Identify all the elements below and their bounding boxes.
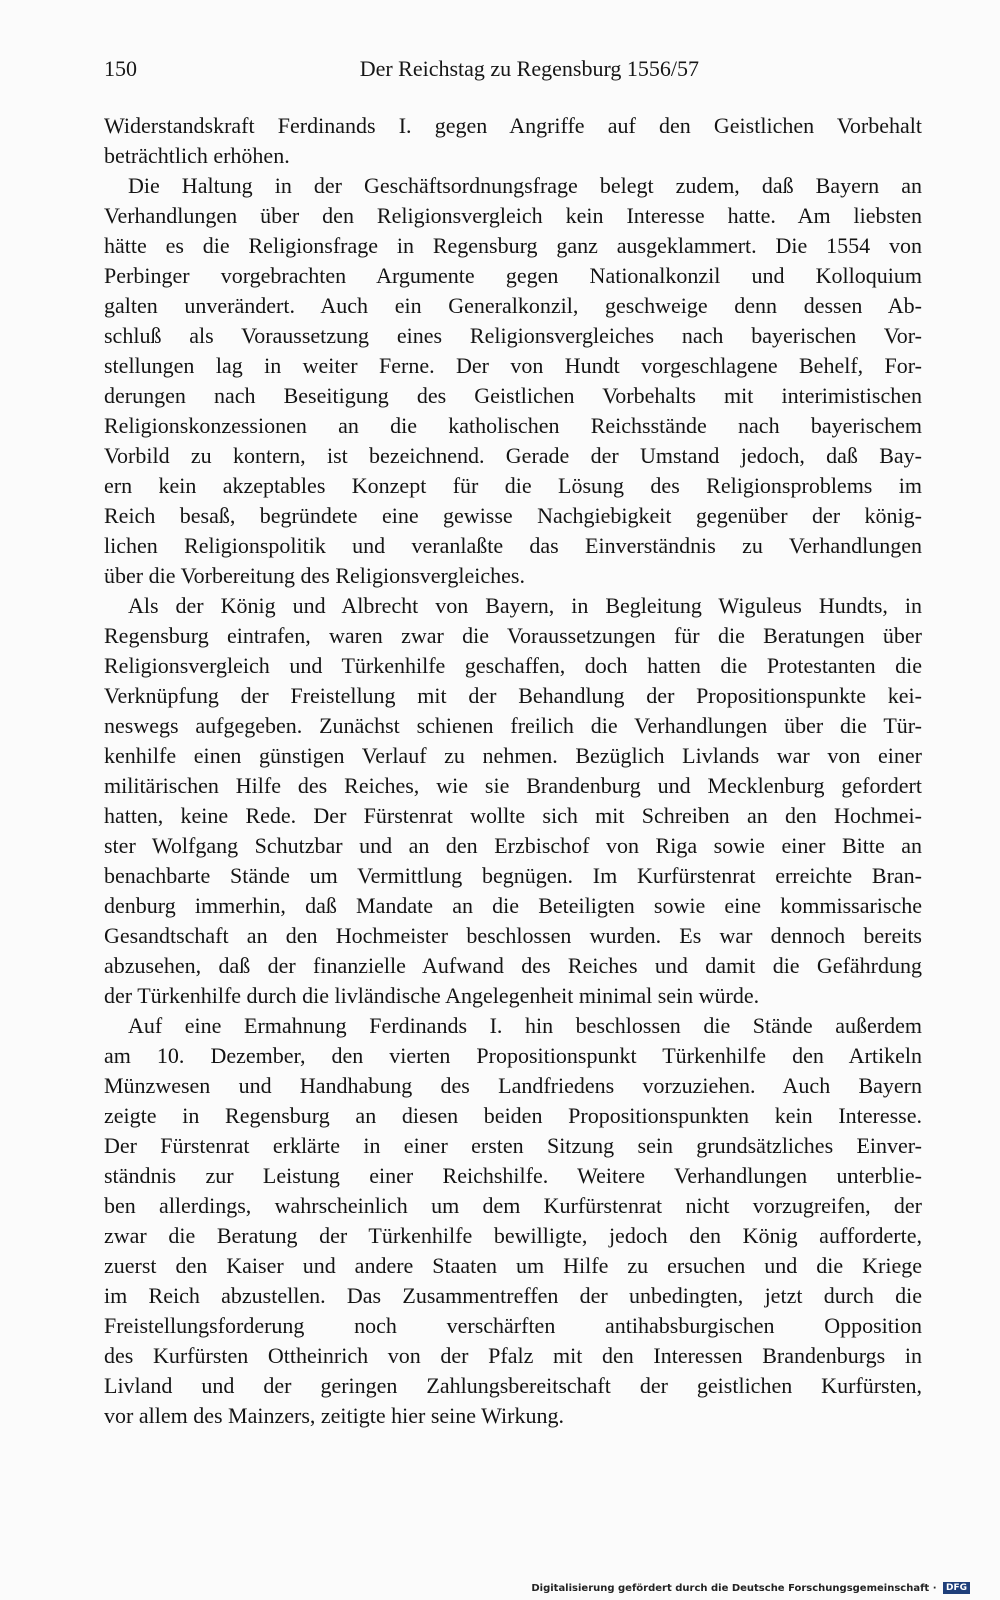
digitization-footer <box>531 1582 970 1594</box>
dfg-logo: DFG <box>943 1582 970 1594</box>
text-line: schluß als Voraussetzung eines Religionsvergleiches nach bayerischen Vor- <box>104 323 922 348</box>
text-line: Verknüpfung der Freistellung mit der Behandlung der Propositionspunkte kei- <box>104 683 922 708</box>
text-line: Regensburg eintrafen, waren zwar die Voraussetzungen für die Beratungen über <box>104 623 922 648</box>
text-line: Widerstandskraft Ferdinands I. gegen Angriffe auf den Geistlichen Vorbehalt <box>104 113 922 138</box>
text-line: neswegs aufgegeben. Zunächst schienen freilich die Verhandlungen über die Tür- <box>104 713 922 738</box>
text-line: lichen Religionspolitik und veranlaßte das Einverständnis zu Verhandlungen <box>104 533 922 558</box>
text-line: Verhandlungen über den Religionsvergleich kein Interesse hatte. Am liebsten <box>104 203 922 228</box>
text-line: Der Fürstenrat erklärte in einer ersten Sitzung sein grundsätzliches Einver- <box>104 1133 922 1158</box>
text-line: stellungen lag in weiter Ferne. Der von Hundt vorgeschlagene Behelf, For- <box>104 353 922 378</box>
text-line: vor allem des Mainzers, zeitigte hier seine Wirkung. <box>104 1403 564 1428</box>
text-line: militärischen Hilfe des Reiches, wie sie Brandenburg und Mecklenburg gefordert <box>104 773 922 798</box>
text-line: Als der König und Albrecht von Bayern, in Begleitung Wiguleus Hundts, in <box>128 593 922 618</box>
text-line: Vorbild zu kontern, ist bezeichnend. Gerade der Umstand jedoch, daß Bay- <box>104 443 922 468</box>
text-line: zwar die Beratung der Türkenhilfe bewilligte, jedoch den König aufforderte, <box>104 1223 922 1248</box>
text-line: galten unverändert. Auch ein Generalkonzil, geschweige denn dessen Ab- <box>104 293 922 318</box>
page-header <box>104 56 699 90</box>
text-line: ben allerdings, wahrscheinlich um dem Kurfürstenrat nicht vorzugreifen, der <box>104 1193 922 1218</box>
text-line: der Türkenhilfe durch die livländische Angelegenheit minimal sein würde. <box>104 983 760 1008</box>
text-line: Livland und der geringen Zahlungsbereitschaft der geistlichen Kurfürsten, <box>104 1373 922 1398</box>
text-line: zeigte in Regensburg an diesen beiden Propositionspunkten kein Interesse. <box>104 1103 922 1128</box>
footer-note-text: Digitalisierung gefördert durch die Deutsche Forschungsgemeinschaft · <box>531 1583 937 1594</box>
text-line: Reich besaß, begründete eine gewisse Nachgiebigkeit gegenüber der könig- <box>104 503 922 528</box>
text-line: Perbinger vorgebrachten Argumente gegen Nationalkonzil und Kolloquium <box>104 263 922 288</box>
body-text <box>104 111 922 1431</box>
paragraph <box>104 171 922 591</box>
text-line: des Kurfürsten Ottheinrich von der Pfalz mit den Interessen Brandenburgs in <box>104 1343 922 1368</box>
text-line: abzusehen, daß der finanzielle Aufwand des Reiches und damit die Gefährdung <box>104 953 922 978</box>
text-line: benachbarte Stände um Vermittlung begnügen. Im Kurfürstenrat erreichte Bran- <box>104 863 922 888</box>
text-line: hatten, keine Rede. Der Fürstenrat wollte sich mit Schreiben an den Hochmei- <box>104 803 922 828</box>
text-line: kenhilfe einen günstigen Verlauf zu nehmen. Bezüglich Livlands war von einer <box>104 743 922 768</box>
text-line: Münzwesen und Handhabung des Landfriedens vorzuziehen. Auch Bayern <box>104 1073 922 1098</box>
text-line: ster Wolfgang Schutzbar und an den Erzbischof von Riga sowie einer Bitte an <box>104 833 922 858</box>
text-line: Religionskonzessionen an die katholischen Reichsstände nach bayerischem <box>104 413 922 438</box>
text-line: hätte es die Religionsfrage in Regensburg ganz ausgeklammert. Die 1554 von <box>104 233 922 258</box>
text-line: Die Haltung in der Geschäftsordnungsfrage belegt zudem, daß Bayern an <box>128 173 922 198</box>
text-line: ern kein akzeptables Konzept für die Lösung des Religionsproblems im <box>104 473 922 498</box>
page-number: 150 <box>104 56 137 81</box>
text-line: denburg immerhin, daß Mandate an die Beteiligten sowie eine kommissarische <box>104 893 922 918</box>
text-line: beträchtlich erhöhen. <box>104 143 290 168</box>
text-line: im Reich abzustellen. Das Zusammentreffen der unbedingten, jetzt durch die <box>104 1283 922 1308</box>
text-line: Auf eine Ermahnung Ferdinands I. hin beschlossen die Stände außerdem <box>128 1013 922 1038</box>
running-head: Der Reichstag zu Regensburg 1556/57 <box>359 56 699 81</box>
paragraph <box>104 1011 922 1431</box>
text-line: Religionsvergleich und Türkenhilfe geschaffen, doch hatten die Protestanten die <box>104 653 922 678</box>
text-line: ständnis zur Leistung einer Reichshilfe. Weitere Verhandlungen unterblie- <box>104 1163 922 1188</box>
text-line: Freistellungsforderung noch verschärften antihabsburgischen Opposition <box>104 1313 922 1338</box>
text-line: zuerst den Kaiser und andere Staaten um Hilfe zu ersuchen und die Kriege <box>104 1253 922 1278</box>
paragraph <box>104 591 922 1011</box>
text-line: am 10. Dezember, den vierten Propositionspunkt Türkenhilfe den Artikeln <box>104 1043 922 1068</box>
paragraph <box>104 111 922 171</box>
text-line: über die Vorbereitung des Religionsvergleiches. <box>104 563 525 588</box>
text-line: Gesandtschaft an den Hochmeister beschlossen wurden. Es war dennoch bereits <box>104 923 922 948</box>
text-line: derungen nach Beseitigung des Geistlichen Vorbehalts mit interimistischen <box>104 383 922 408</box>
